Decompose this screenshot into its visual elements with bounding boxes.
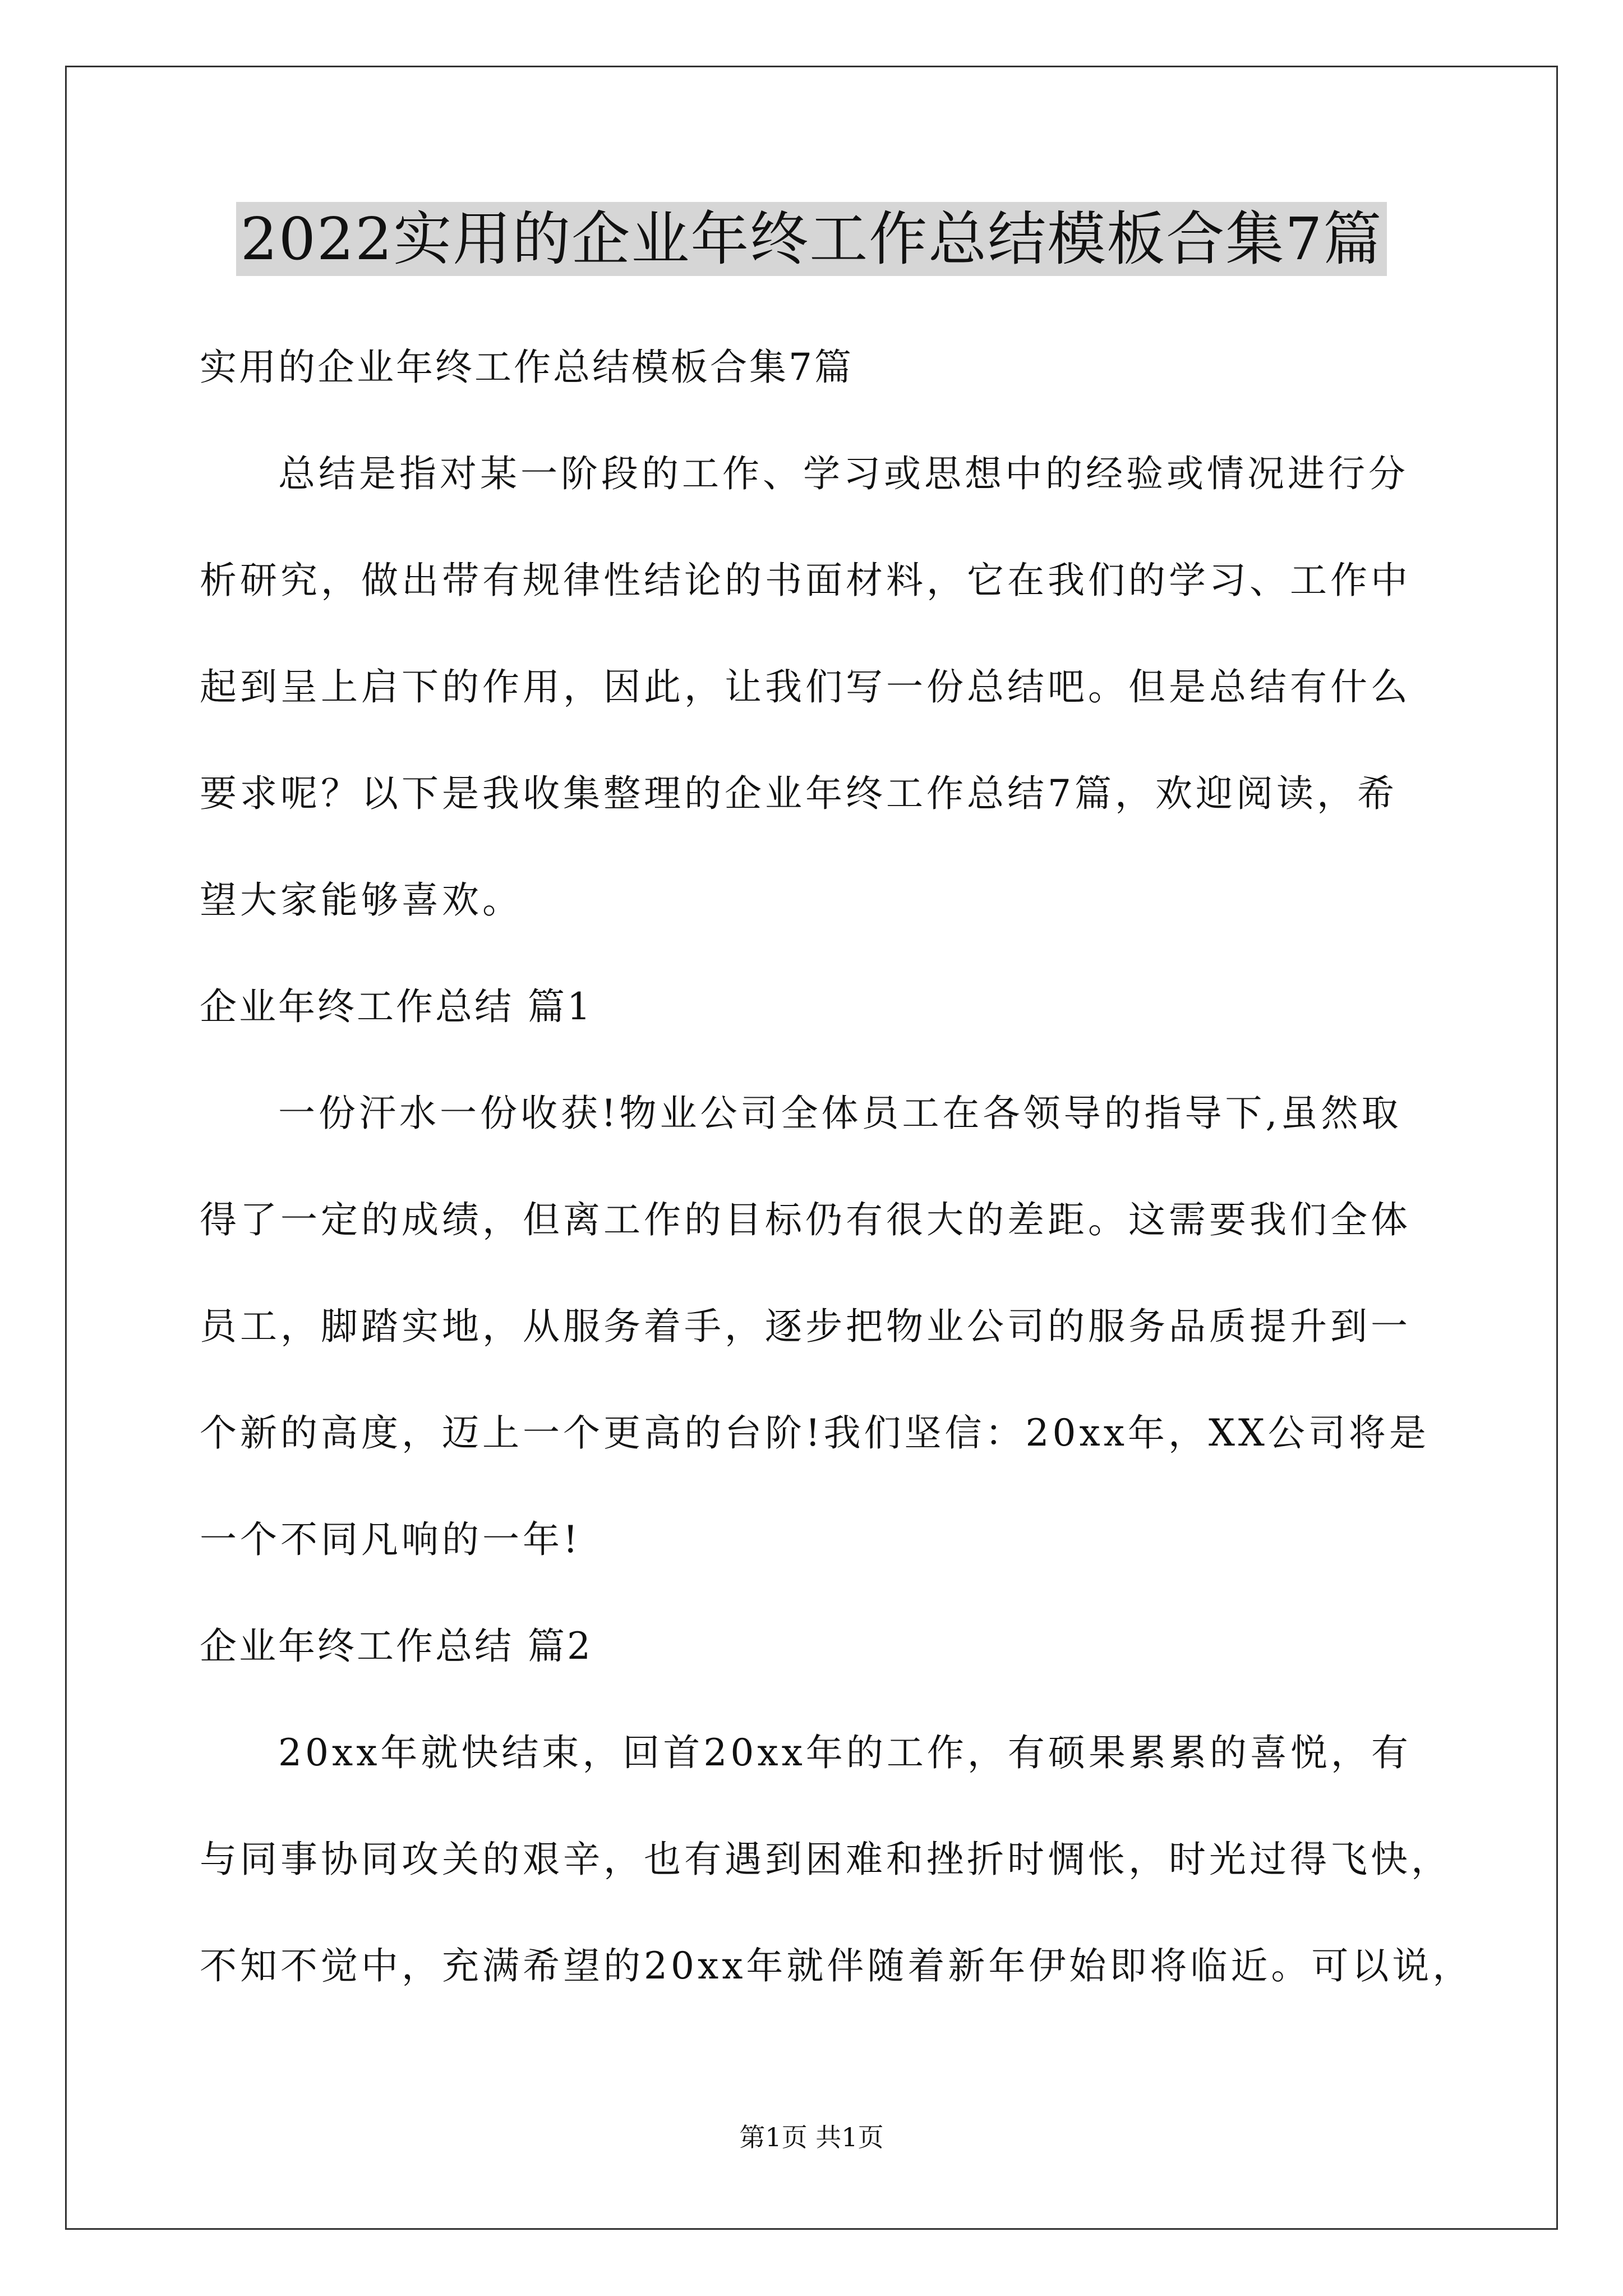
section-heading: 企业年终工作总结 篇1	[200, 985, 593, 1028]
paragraph-line: 析研究，做出带有规律性结论的书面材料，它在我们的学习、工作中	[200, 559, 1411, 602]
paragraph-line: 20xx年就快结束，回首20xx年的工作，有硕果累累的喜悦，有	[278, 1731, 1412, 1774]
paragraph-line: 起到呈上启下的作用，因此，让我们写一份总结吧。但是总结有什么	[200, 665, 1411, 708]
paragraph-line: 望大家能够喜欢。	[200, 878, 523, 922]
document-title: 2022实用的企业年终工作总结模板合集7篇	[236, 202, 1387, 276]
paragraph-line: 一个不同凡响的一年!	[200, 1518, 582, 1561]
title-container	[0, 202, 1623, 276]
paragraph-line: 与同事协同攻关的艰辛，也有遇到困难和挫折时惆怅，时光过得飞快，	[200, 1838, 1451, 1881]
subtitle-line: 实用的企业年终工作总结模板合集7篇	[200, 346, 854, 389]
paragraph-line: 个新的高度，迈上一个更高的台阶!我们坚信：20xx年，XX公司将是	[200, 1411, 1430, 1455]
paragraph-line: 要求呢？以下是我收集整理的企业年终工作总结7篇，欢迎阅读，希	[200, 772, 1398, 815]
paragraph-line: 一份汗水一份收获!物业公司全体员工在各领导的指导下,虽然取	[278, 1092, 1402, 1135]
paragraph-line: 不知不觉中，充满希望的20xx年就伴随着新年伊始即将临近。可以说，	[200, 1944, 1473, 1987]
paragraph-line: 员工，脚踏实地，从服务着手，逐步把物业公司的服务品质提升到一	[200, 1305, 1411, 1348]
paragraph-line: 总结是指对某一阶段的工作、学习或思想中的经验或情况进行分	[278, 452, 1409, 495]
section-heading: 企业年终工作总结 篇2	[200, 1625, 593, 1668]
document-body	[200, 314, 1473, 2019]
paragraph-line: 得了一定的成绩，但离工作的目标仍有很大的差距。这需要我们全体	[200, 1198, 1411, 1241]
page-footer: 第1页 共1页	[739, 2122, 884, 2152]
